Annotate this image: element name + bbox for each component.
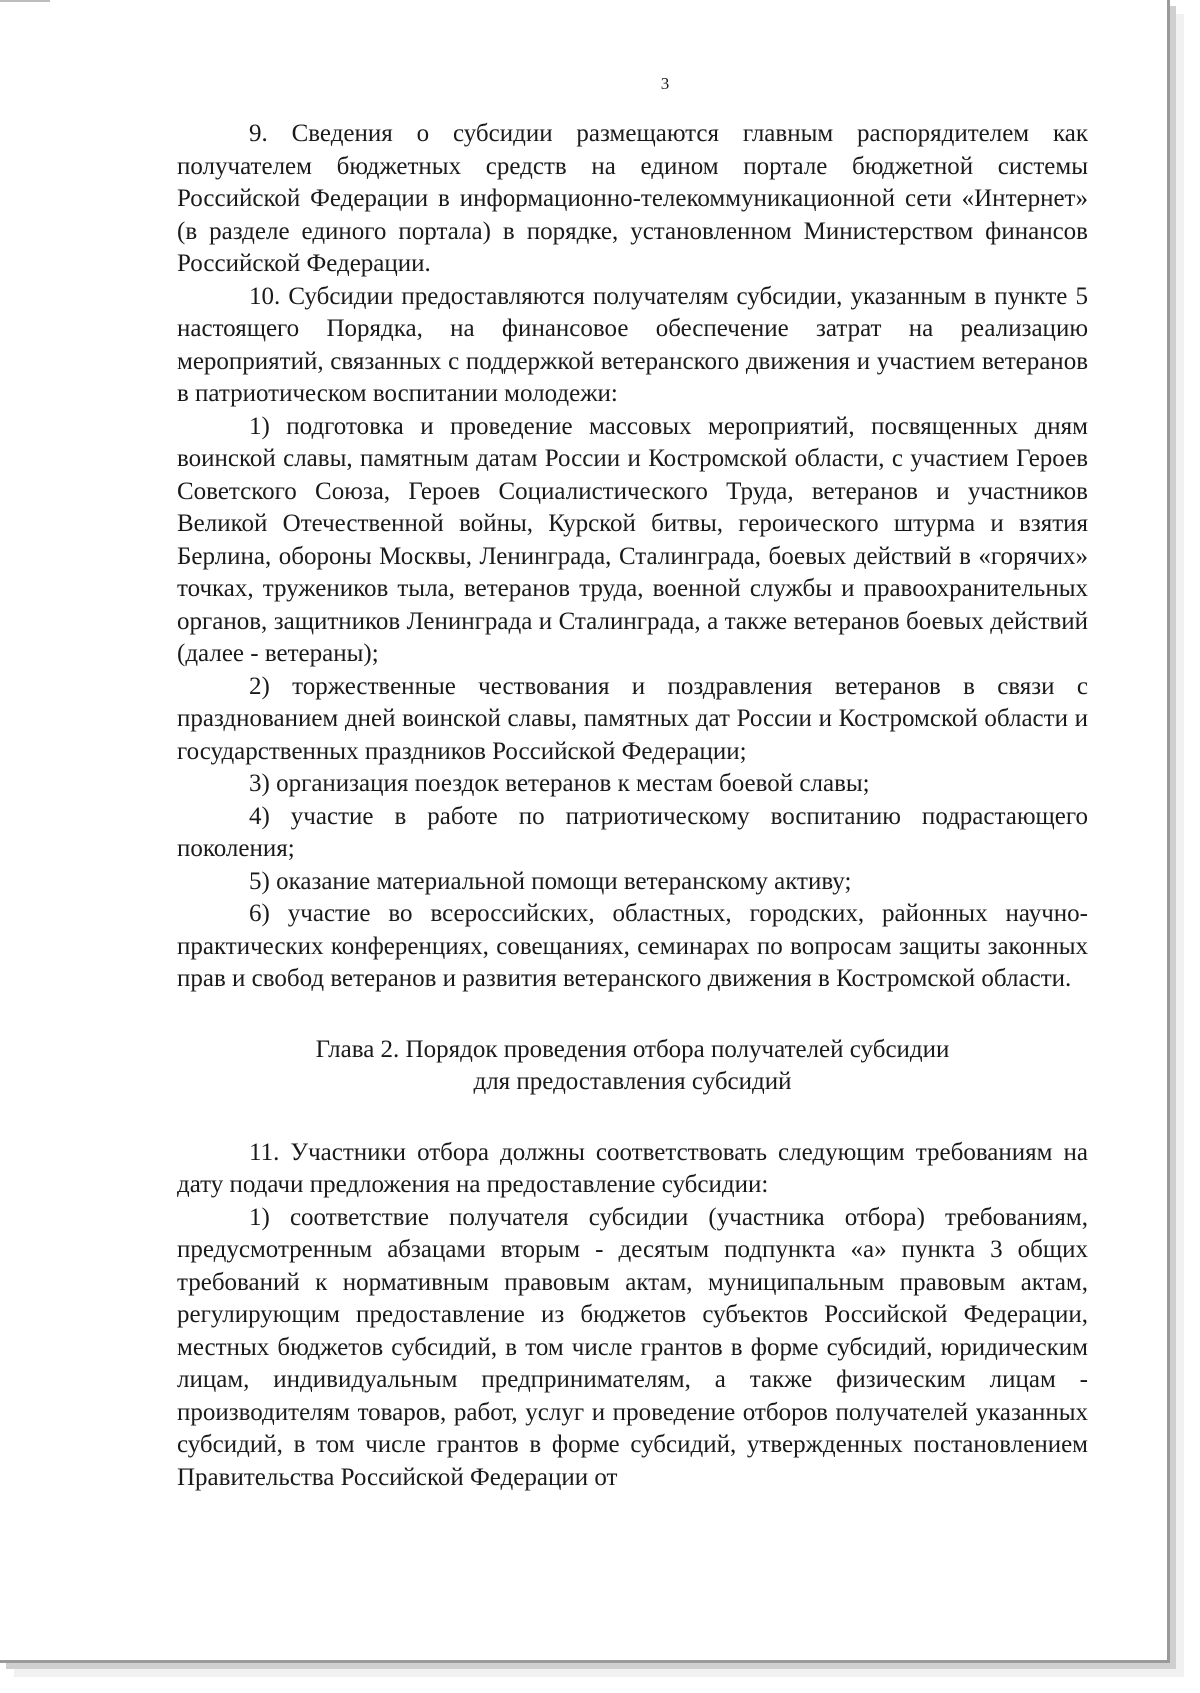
chapter-heading-line-2: для предоставления субсидий — [473, 1068, 792, 1095]
paragraph-10: 10. Субсидии предоставляются получателям субсидии, указанным в пункте 5 настоящего Порядка, на финансовое обеспечение затрат на реализацию мероприятий, связанных с поддержкой ветеранского движения и участием ветеранов в патриотическом воспитании молодежи: — [177, 282, 1088, 407]
list-item-4: 4) участие в работе по патриотическому воспитанию подрастающего поколения; — [177, 802, 1088, 862]
scan-corner-mark — [0, 0, 50, 2]
paragraph-9: 9. Сведения о субсидии размещаются главным распорядителем как получателем бюджетных средств на едином портале бюджетной системы Российской Федерации в информационно-телекоммуникационной сети «Интернет» (в разделе единого портала) в порядке, установленном Министерством финансов Российской Федерации. — [177, 120, 1088, 277]
chapter-heading — [177, 1034, 1088, 1099]
chapter-heading-line-1: Глава 2. Порядок проведения отбора получателей субсидии — [315, 1035, 950, 1063]
list-item-1: 1) подготовка и проведение массовых мероприятий, посвященных дням воинской славы, памятным датам России и Костромской области, с участием Героев Советского Союза, Героев Социалистического Труда, ветеранов и участников Великой Отечественной войны, Курской битвы, героического штурма и взятия Берлина, обороны Москвы, Ленинграда, Сталинграда, боевых действий в «горячих» точках, тружеников тыла, ветеранов труда, военной службы и правоохранительных органов, защитников Ленинграда и Сталинграда, а также ветеранов боевых действий (далее - ветераны); — [177, 412, 1088, 667]
list-item-3: 3) организация поездок ветеранов к местам боевой славы; — [249, 770, 870, 797]
paragraph-11: 11. Участники отбора должны соответствовать следующим требованиям на дату подачи предложения на предоставление субсидии: — [177, 1138, 1088, 1198]
list-item-6: 6) участие во всероссийских, областных, городских, районных научно-практических конференциях, совещаниях, семинарах по вопросам защиты законных прав и свобод ветеранов и развития ветеранского движения в Костромской области. — [177, 900, 1088, 992]
page-number: 3 — [660, 74, 670, 93]
list-item-5: 5) оказание материальной помощи ветеранскому активу; — [249, 867, 852, 895]
requirement-item-1: 1) соответствие получателя субсидии (участника отбора) требованиям, предусмотренным абзацами вторым - десятым подпункта «а» пункта 3 общих требований к нормативным правовым актам, муниципальным правовым актам, регулирующим предоставление из бюджетов субъектов Российской Федерации, местных бюджетов субсидий, в том числе грантов в форме субсидий, юридическим лицам, индивидуальным предпринимателям, а также физическим лицам - производителям товаров, работ, услуг и проведение отборов получателей указанных субсидий, в том числе грантов в форме субсидий, утвержденных постановлением Правительства Российской Федерации от — [177, 1203, 1088, 1491]
list-item-2: 2) торжественные чествования и поздравления ветеранов в связи с празднованием дней воинской славы, памятных дат России и Костромской области и государственных праздников Российской Федерации; — [177, 672, 1088, 765]
document-body — [177, 118, 1088, 1494]
